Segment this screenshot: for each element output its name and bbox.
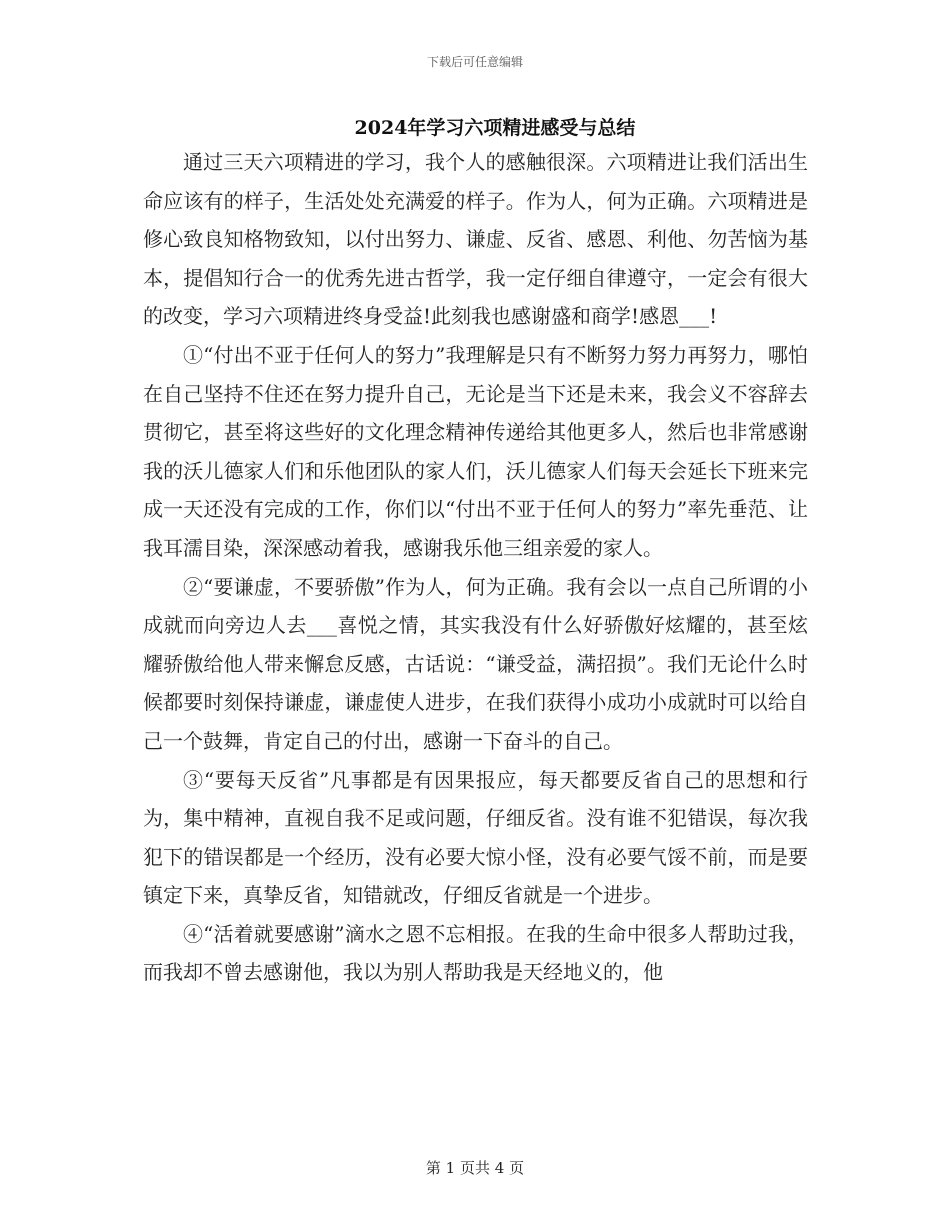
paragraph-intro: 通过三天六项精进的学习，我个人的感触很深。六项精进让我们活出生命应该有的样子，生活处处充满爱的样子。作为人，何为正确。六项精进是修心致良知格物致知，以付出努力、谦虚、反省、感恩、利他、勿苦恼为基本，提倡知行合一的优秀先进古哲学，我一定仔细自律遵守，一定会有很大的改变，学习六项精进终身受益!此刻我也感谢盛和商学!感恩___!: [143, 150, 808, 329]
paragraph-gratitude: ④“活着就要感谢”滴水之恩不忘相报。在我的生命中很多人帮助过我，而我却不曾去感谢他，我以为别人帮助我是天经地义的，他: [143, 921, 808, 985]
document-body: [143, 143, 808, 992]
page-number: 第 1 页共 4 页: [425, 1159, 525, 1177]
document-title: 2024年学习六项精进感受与总结: [354, 117, 636, 139]
paragraph-reflection: ③“要每天反省”凡事都是有因果报应，每天都要反省自己的思想和行为，集中精神，直视自我不足或问题，仔细反省。没有谁不犯错误，每次我犯下的错误都是一个经历，没有必要大惊小怪，没有必要气馁不前，而是要镇定下来，真挚反省，知错就改，仔细反省就是一个进步。: [143, 767, 808, 908]
paragraph-humility: ②“要谦虚，不要骄傲”作为人，何为正确。我有会以一点自己所谓的小成就而向旁边人去___喜悦之情，其实我没有什么好骄傲好炫耀的，甚至炫耀骄傲给他人带来懈怠反感，古话说：“谦受益，满招损”。我们无论什么时候都要时刻保持谦虚，谦虚使人进步，在我们获得小成功小成就时可以给自己一个鼓舞，肯定自己的付出，感谢一下奋斗的自己。: [143, 574, 808, 753]
paragraph-effort: ①“付出不亚于任何人的努力”我理解是只有不断努力努力再努力，哪怕在自己坚持不住还在努力提升自己，无论是当下还是未来，我会义不容辞去贯彻它，甚至将这些好的文化理念精神传递给其他更多人，然后也非常感谢我的沃儿德家人们和乐他团队的家人们，沃儿德家人们每天会延长下班来完成一天还没有完成的工作，你们以“付出不亚于任何人的努力”率先垂范、让我耳濡目染，深深感动着我，感谢我乐他三组亲爱的家人。: [143, 342, 808, 560]
header-note: 下载后可任意编辑: [426, 55, 523, 69]
